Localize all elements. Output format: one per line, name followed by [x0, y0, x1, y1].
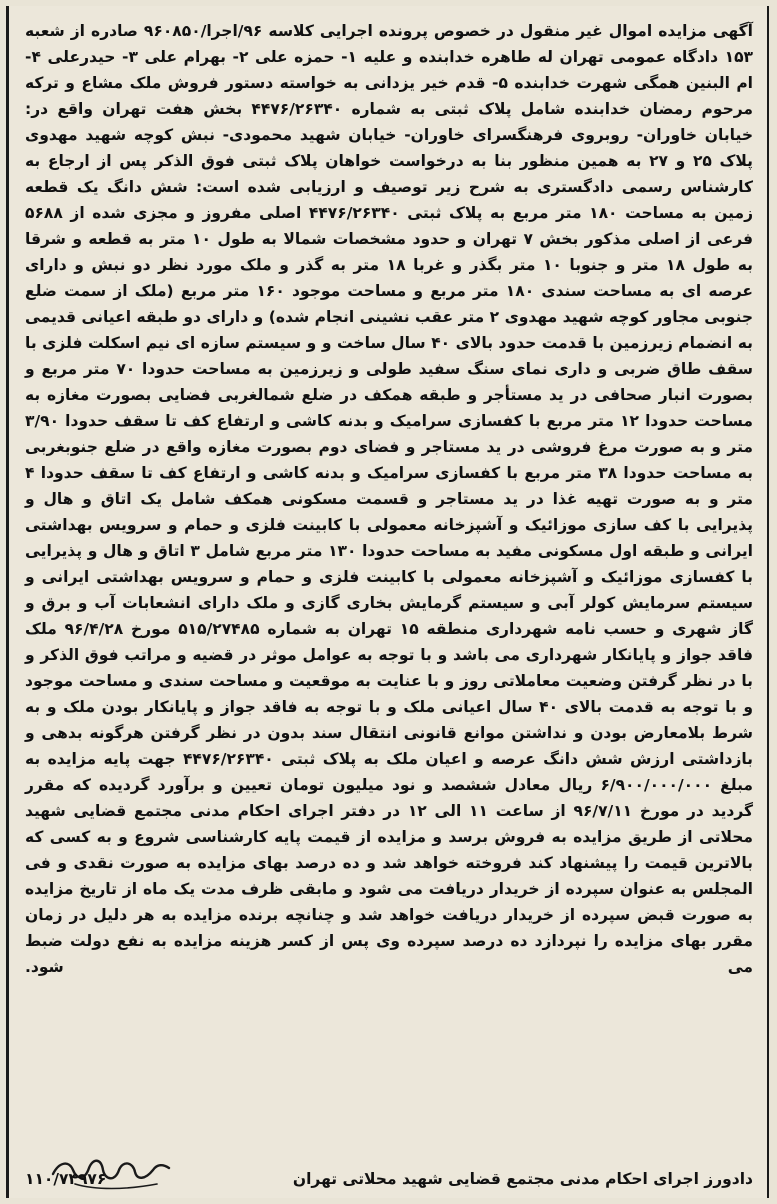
notice-body: آگهی مزایده اموال غیر منقول در خصوص پرونده اجرایی کلاسه ۹۶/اجرا/۹۶۰۸۵۰ صادره از شعبه ۱۵۳ دادگاه عمومی تهران له طاهره خدابنده و علیه ۱- حمزه علی ۲- بهرام علی ۳- حیدرعلی ۴- ام البنین همگی شهرت خدابنده ۵- قدم خیر یزدانی به خواسته دستور فروش ملک مشاع و ترکه مرحوم رمضان خدابنده شامل پلاک ثبتی به شماره ۴۴۷۶/۲۶۳۴۰ بخش هفت تهران واقع در: خیابان خاوران- روبروی فرهنگسرای خاوران- خیابان شهید محمودی- نبش کوچه شهید مهدوی پلاک ۲۵ و ۲۷ به همین منظور بنا به درخواست خواهان پلاک ثبتی فوق الذکر پس از ارجاع به کارشناس رسمی دادگستری به شرح زیر توصیف و ارزیابی شده است: شش دانگ یک قطعه زمین به مساحت ۱۸۰ متر مربع به پلاک ثبتی ۴۴۷۶/۲۶۳۴۰ اصلی مفروز و مجزی شده از ۵۶۸۸ فرعی از اصلی مذکور بخش ۷ تهران و حدود مشخصات شمالا به طول ۱۰ متر به قطعه و شرقا به طول ۱۸ متر و جنوبا ۱۰ متر بگذر و غربا ۱۸ متر به گذر و ملک مورد نظر دو نبش و دارای عرصه ای به مساحت سندی ۱۸۰ متر مربع و مساحت موجود ۱۶۰ متر مربع (ملک از سمت ضلع جنوبی مجاور کوچه شهید مهدوی ۲ متر عقب نشینی انجام شده) و دارای دو طبقه اعیانی قدیمی به انضمام زیرزمین با قدمت حدود بالای ۴۰ سال ساخت و و سیستم سازه ای نیم اسکلت فلزی با سقف طاق ضربی و داری نمای سنگ سفید طولی و زیرزمین به مساحت حدودا ۷۰ متر مربع و بصورت انبار صحافی در ید مستأجر و طبقه همکف در ضلع شمالغربی فضایی بصورت مغازه به مساحت حدودا ۱۲ متر مربع با کفسازی سرامیک و بدنه کاشی و ارتفاع کف تا سقف حدودا ۳/۹۰ متر و به صورت مرغ فروشی در ید مستاجر و فضای دوم بصورت مغازه واقع در ضلع جنوبغربی به مساحت حدودا ۳۸ متر مربع با کفسازی سرامیک و بدنه کاشی و ارتفاع کف تا سقف حدودا ۴ متر و به صورت تهیه غذا در ید مستاجر و قسمت مسکونی همکف شامل یک اتاق و هال و پذیرایی با کف سازی موزائیک و آشپزخانه معمولی با کابینت فلزی و حمام و سرویس بهداشتی ایرانی و طبقه اول مسکونی مفید به مساحت حدودا ۱۳۰ متر مربع شامل ۳ اتاق و هال و پذیرایی با کفسازی موزائیک و آشپزخانه معمولی با کابینت فلزی و حمام و سرویس بهداشتی ایرانی و سیستم سرمایش کولر آبی و سیستم گرمایش بخاری گازی و ملک دارای انشعابات آب و برق و گاز شهری و حسب نامه شهرداری منطقه ۱۵ تهران به شماره ۵۱۵/۲۷۴۸۵ مورخ ۹۶/۴/۲۸ ملک فاقد جواز و پایانکار شهرداری می باشد و با توجه به عوامل موثر در قضیه و مراتب فوق الذکر و با در نظر گرفتن وضعیت معاملاتی روز و با عنایت به موقعیت و مساحت سندی و مساحت موجود و با توجه به قدمت بالای ۴۰ سال اعیانی ملک و با توجه به فاقد جواز و پایانکار بودن ملک و به شرط بلامعارض بودن و نداشتن موانع قانونی انتقال سند بدون در نظر گرفتن هرگونه بدهی و بازداشتی ارزش شش دانگ عرصه و اعیان ملک به پلاک ثبتی ۴۴۷۶/۲۶۳۴۰ جهت پایه مزایده به مبلغ ۶/۹۰۰/۰۰۰/۰۰۰ ریال معادل ششصد و نود میلیون تومان تعیین و برآورد گردیده که مقرر گردید در مورخ ۹۶/۷/۱۱ از ساعت ۱۱ الی ۱۲ در دفتر اجرای احکام مدنی مجتمع قضایی شهید محلاتی از طریق مزایده به فروش برسد و مزایده از قیمت پایه کارشناسی شروع و به کسی که بالاترین قیمت را پیشنهاد کند فروخته خواهد شد و ده درصد بهای مزایده به صورت نقدی و فی المجلس به عنوان سپرده از خریدار دریافت می شود و مابقی ظرف مدت یک ماه از تاریخ مزایده به صورت قبض سپرده از خریدار دریافت خواهد شد و چنانچه برنده مزایده به هر دلیل در زمان مقرر بهای مزایده را نپردازد ده درصد سپرده وی پس از کسر هزینه مزایده به نفع دولت ضبط می شود. — [25, 22, 754, 976]
auction-notice — [6, 6, 769, 1198]
reference-number: ۱۱۰/۷۴۹۷۶ — [25, 1170, 107, 1188]
notice-footer — [25, 1162, 753, 1196]
signer-title: دادورز اجرای احکام مدنی مجتمع قضایی شهید محلاتی تهران — [292, 1170, 753, 1188]
